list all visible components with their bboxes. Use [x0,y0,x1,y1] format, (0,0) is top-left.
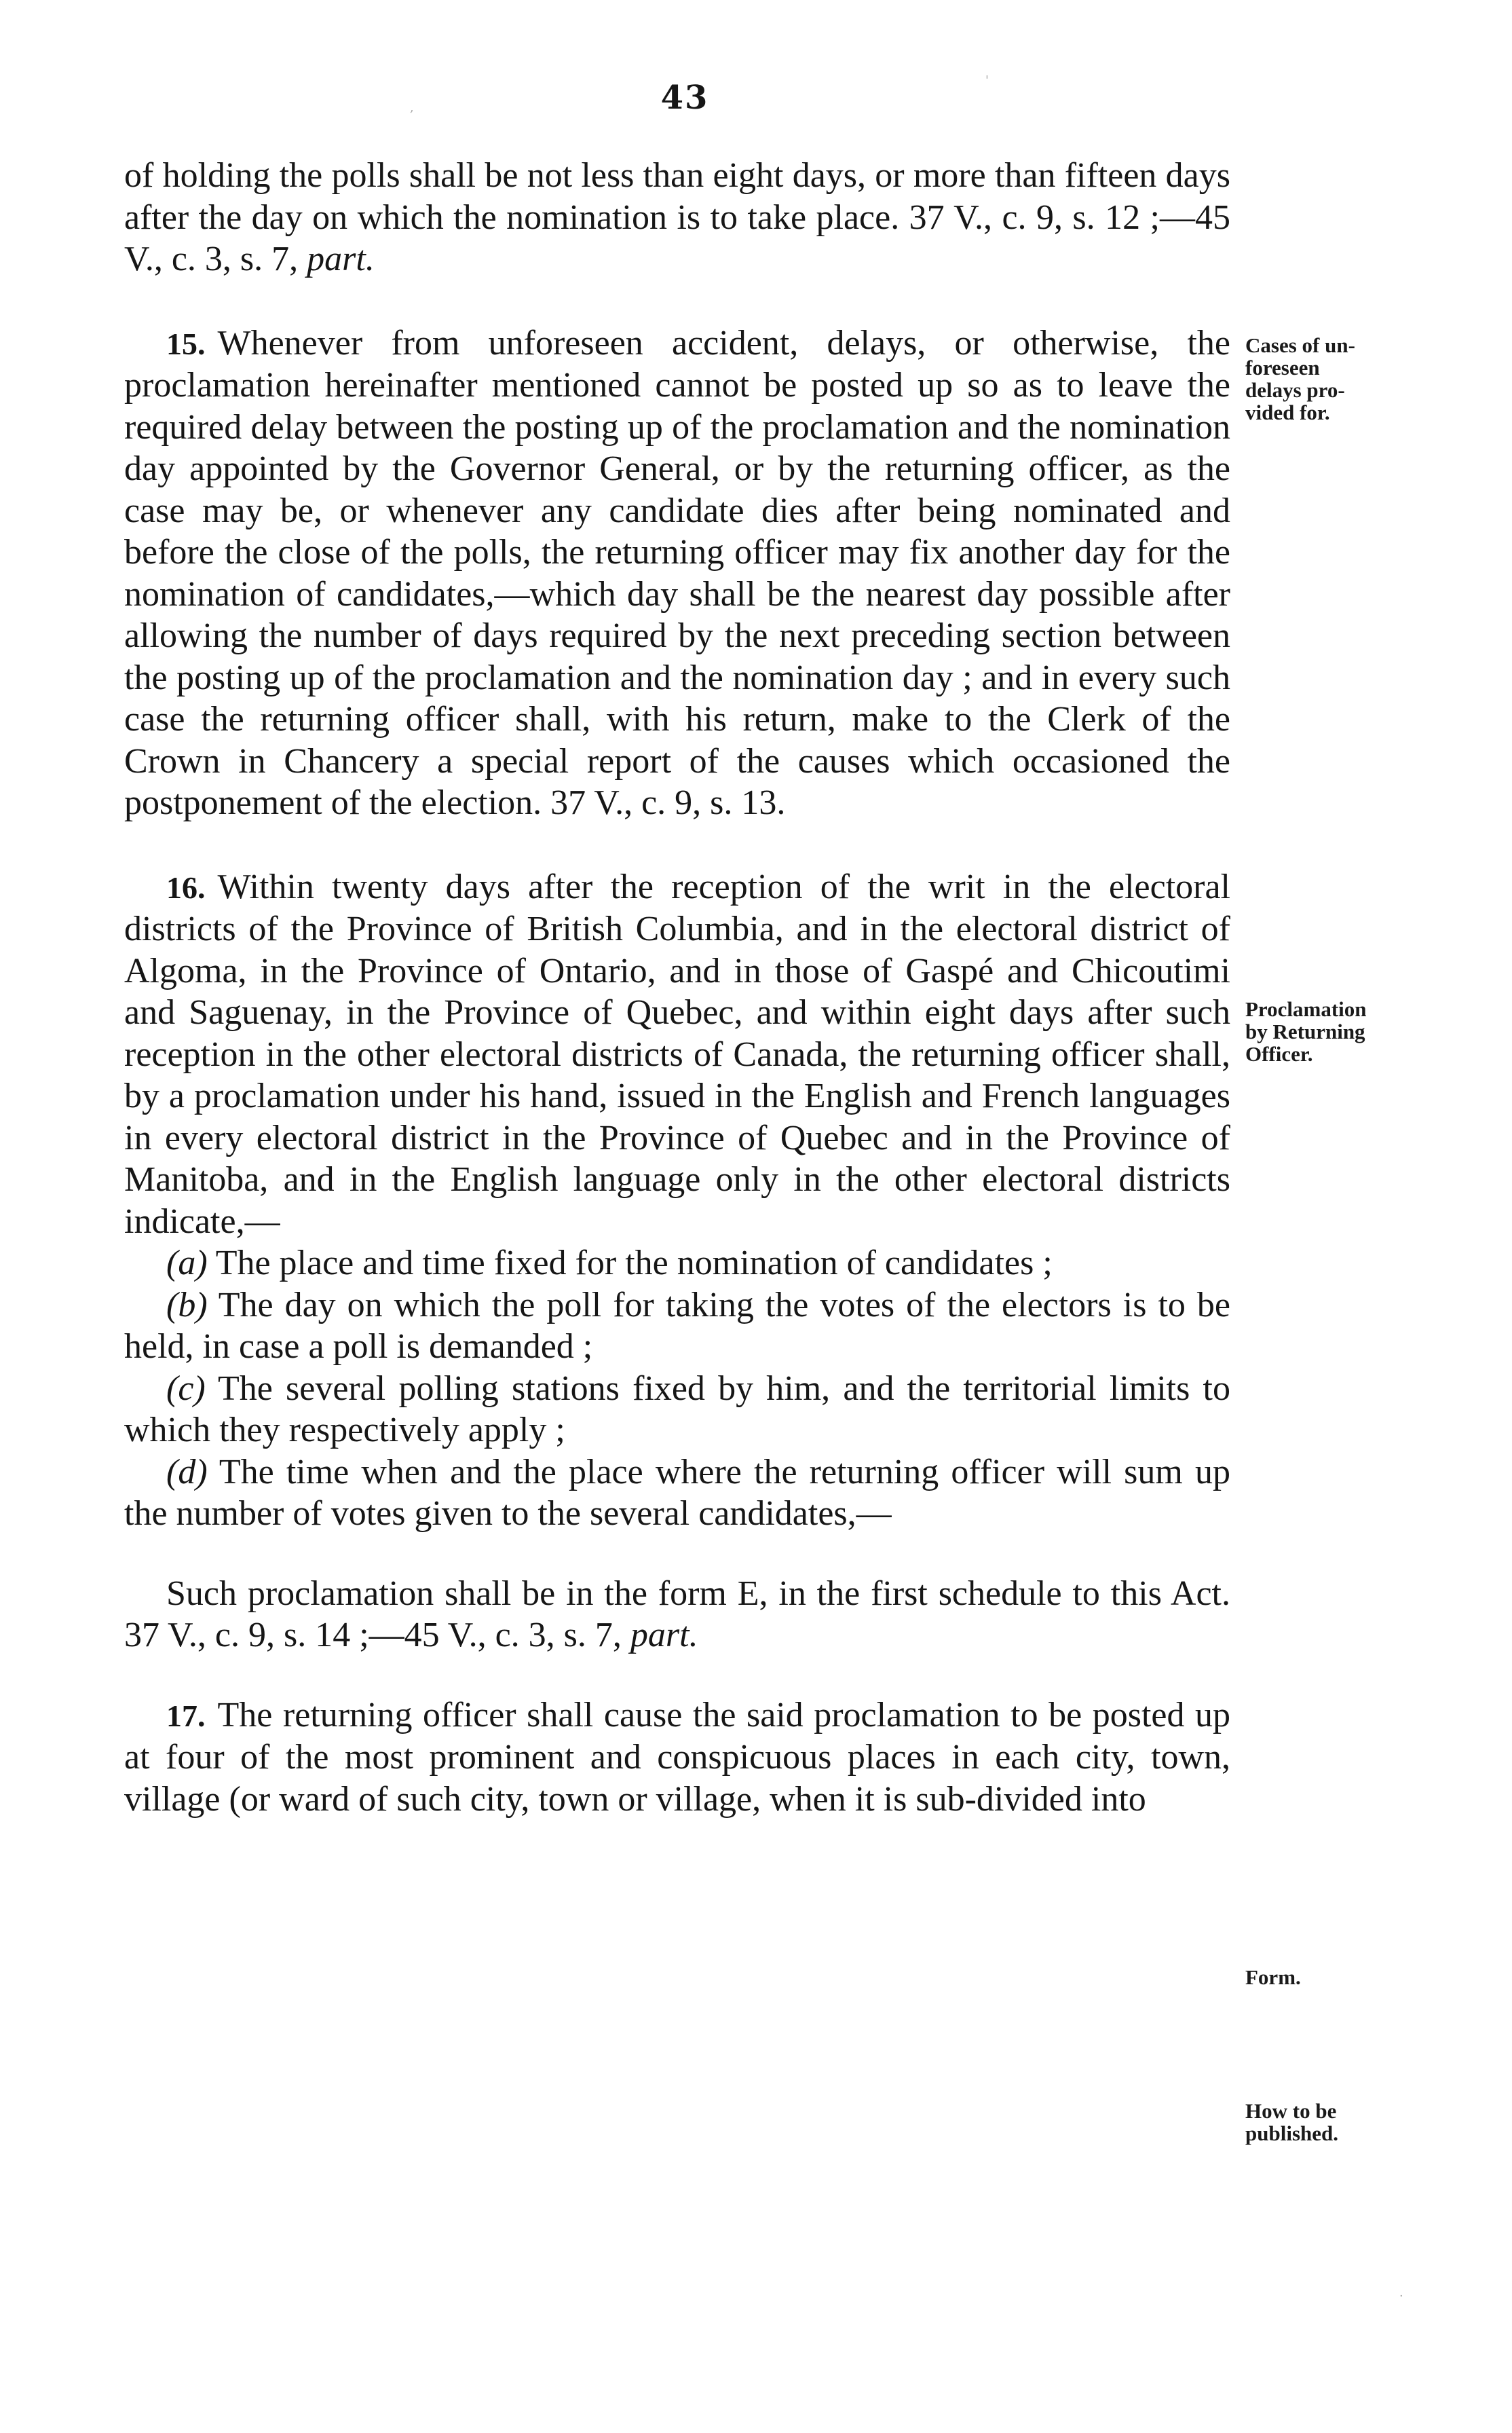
item-letter: (a) [166,1244,208,1282]
item-letter: (b) [166,1285,208,1324]
margin-note-line: foreseen [1245,356,1320,379]
body-text [124,155,1230,1820]
margin-note-line: delays pro- [1245,378,1345,402]
part-label: part. [630,1616,698,1654]
print-speck: ' [985,73,989,88]
part-label: part. [307,240,375,278]
margin-note-line: vided for. [1245,401,1330,424]
paragraph-text: Such proclamation shall be in the form E, in the first schedule to this Act. 37 V., c. 9, s. 14 ;—45 V., c. 3, s. 7, [124,1574,1230,1654]
section-text: Whenever from unforeseen accident, delays, or otherwise, the proclamation hereinafter mentioned cannot be posted up so as to leave the required delay between the posting up of the proclamation and the nomination day appointed by the Governor General, or by the returning officer, as the case may be, or whenever any candidate dies after being nominated and before the close of the polls, the returning officer may fix another day for the nomination of candidates,—which day shall be the nearest day possible after allowing the number of days required by the next preceding section between the posting up of the proclamation and the nomination day ; and in every such case the returning officer shall, with his return, make to the Clerk of the Crown in Chancery a special report of the causes which occasioned the postponement of the election. 37 V., c. 9, s. 13. [124,323,1230,822]
paragraph-continuation [124,155,1230,280]
item-text: The day on which the poll for taking the votes of the electors is to be held, in case a poll is demanded ; [124,1285,1230,1366]
margin-note-unforeseen-delays [1245,334,1401,424]
print-speck: · [1399,2289,1403,2303]
margin-note-line: Proclamation [1245,997,1367,1021]
item-letter: (d) [166,1452,208,1491]
item-letter: (c) [166,1369,206,1408]
section-text: The returning officer shall cause the said proclamation to be posted up at four of the most prominent and conspicuous places in each city, town, village (or ward of such city, town or village, when it is sub-divided into [124,1695,1230,1819]
margin-note-line: Officer. [1245,1042,1313,1066]
form-paragraph [124,1573,1230,1656]
margin-note-line: Form. [1245,1965,1301,1989]
section-17 [124,1694,1230,1821]
item-text: The several polling stations fixed by him, and the territorial limits to which they respectively apply ; [124,1369,1231,1449]
item-text: The time when and the place where the returning officer will sum up the number of votes given to the several candidates,— [124,1452,1230,1533]
margin-note-form [1245,1966,1401,1988]
section-15 [124,322,1230,824]
section-number: 16. [166,870,206,905]
section-16 [124,866,1230,1243]
section-text: Within twenty days after the reception of the writ in the electoral districts of the Province of British Columbia, and in the electoral district of Algoma, in the Province of Ontario, and in those of Gaspé and Chicoutimi and Saguenay, in the Province of Quebec, and within eight days after such reception in the other electoral districts of Canada, the returning officer shall, by a proclamation under his hand, issued in the English and French languages in every electoral district in the Province of Quebec and in the Province of Manitoba, and in the English language only in the other electoral districts indicate,— [124,867,1230,1241]
paragraph-text: of holding the polls shall be not less than eight days, or more than fifteen days after the day on which the nomination is to take place. 37 V., c. 9, s. 12 ;—45 V., c. 3, s. 7, [124,156,1230,278]
margin-note-line: by Returning [1245,1020,1365,1043]
section-number: 17. [166,1698,206,1733]
margin-note-proclamation [1245,998,1401,1065]
list-item-b [124,1284,1230,1368]
margin-note-line: Cases of un- [1245,333,1355,357]
margin-note-line: published. [1245,2121,1339,2145]
margin-note-how-published [1245,2100,1401,2144]
list-item-d [124,1451,1230,1535]
print-speck: , [410,100,414,115]
margin-note-line: How to be [1245,2099,1337,2123]
section-number: 15. [166,326,206,361]
item-text: The place and time fixed for the nomination of candidates ; [215,1244,1053,1282]
page-number: 43 [660,79,709,117]
list-item-a [124,1242,1230,1284]
list-item-c [124,1368,1230,1451]
